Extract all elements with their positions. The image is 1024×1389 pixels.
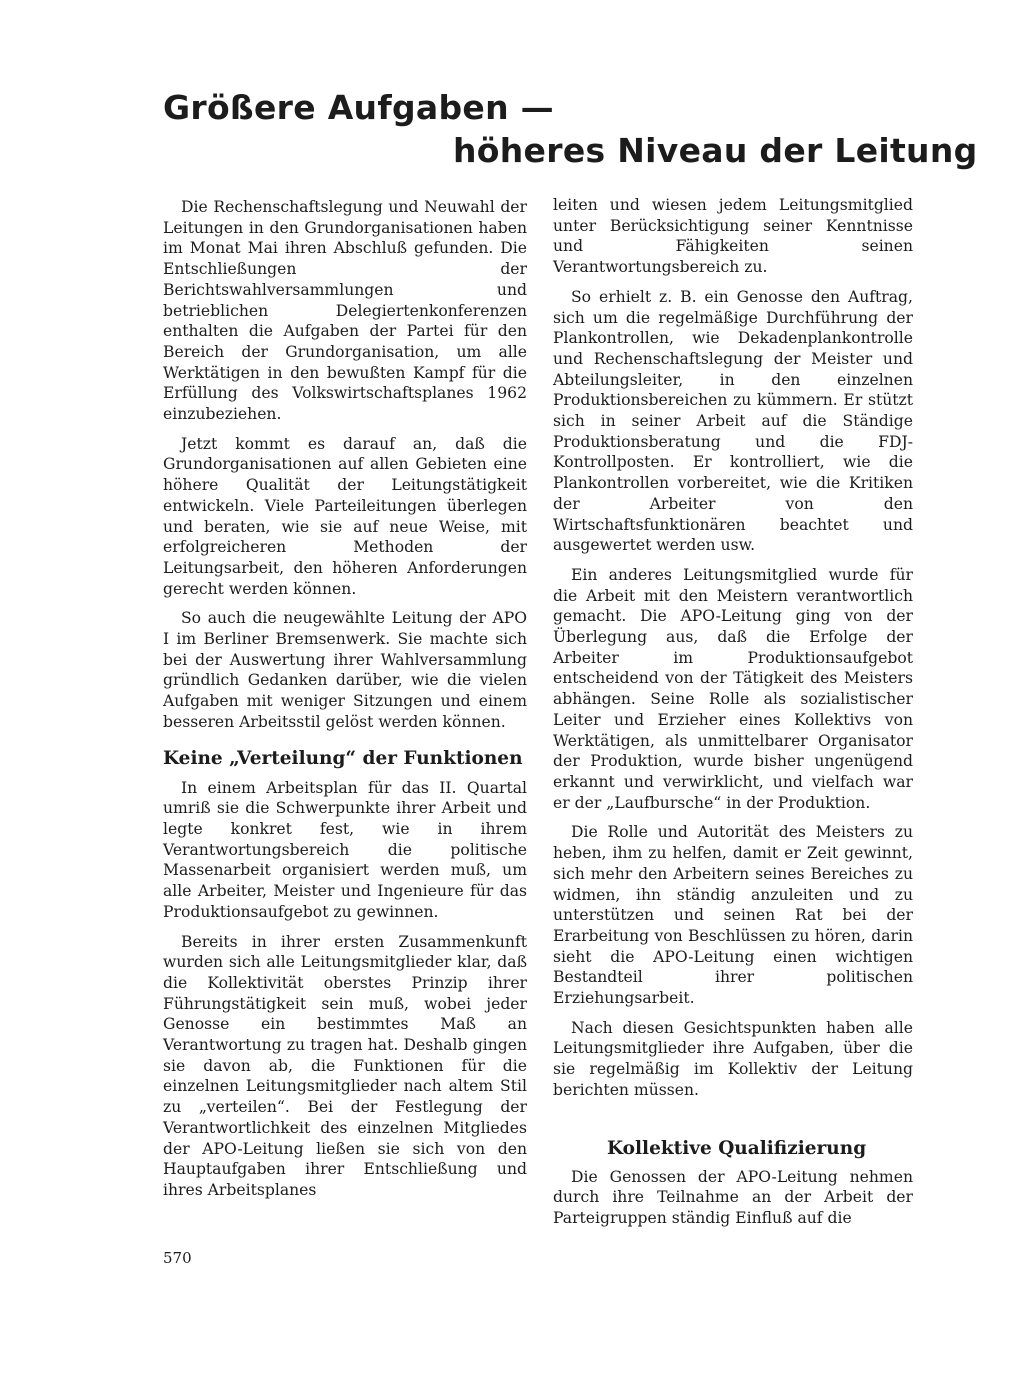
paragraph: In einem Arbeitsplan für das II. Quartal umriß sie die Schwerpunkte ihrer Arbeit und legte konkret fest, wie in ihrem Verantwortungsbereich die politische Massenarbeit organisiert werden muß, um alle Arbeiter, Meister und Ingenieure für das Produktionsaufgebot zu gewinnen. <box>163 778 527 921</box>
paragraph: Die Genossen der APO-Leitung nehmen durch ihre Teilnahme an der Arbeit der Parteigruppen ständig Einfluß auf die <box>553 1167 913 1227</box>
left-column <box>163 197 527 1210</box>
section-heading: Keine „Verteilung“ der Funktionen <box>163 747 523 769</box>
paragraph: Die Rolle und Autorität des Meisters zu heben, ihm zu helfen, damit er Zeit gewinnt, sich mehr den Arbeitern seines Bereiches zu widmen, ihn ständig anzuleiten und zu unterstützen und seinen Rat bei der Erarbeitung von Beschlüssen zu hören, darin sieht die APO-Leitung einen wichtigen Bestandteil ihrer politischen Erziehungsarbeit. <box>553 823 913 1008</box>
article-title-line-1: Größere Aufgaben — <box>163 88 554 127</box>
page-number: 570 <box>163 1249 192 1267</box>
section-heading: Kollektive Qualifizierung <box>607 1137 867 1159</box>
paragraph: So erhielt z. B. ein Genosse den Auftrag, sich um die regelmäßige Durchführung der Plankontrollen, wie Dekadenplankontrolle und Rechenschaftslegung der Meister und Abteilungsleiter, in den einzelnen Produktionsbereichen zu kümmern. Er stützt sich in seiner Arbeit auf die Ständige Produktionsberatung und die FDJ-Kontrollposten. Er kontrolliert, wie die Plankontrollen vorbereitet, wie die Kritiken der Arbeiter von den Wirtschaftsfunktionären beachtet und ausgewertet werden usw. <box>553 287 913 555</box>
article-title-line-2: höheres Niveau der Leitung <box>453 131 978 170</box>
right-column <box>553 195 913 1238</box>
paragraph: Bereits in ihrer ersten Zusammenkunft wurden sich alle Leitungsmitglieder klar, daß die Kollektivität oberstes Prinzip ihrer Führungstätigkeit sein muß, wobei jeder Genosse ein bestimmtes Maß an Verantwortung zu tragen hat. Deshalb gingen sie davon ab, die Funktionen für die einzelnen Leitungsmitglieder nach altem Stil zu „verteilen“. Bei der Festlegung der Verantwortlichkeit des einzelnen Mitgliedes der APO-Leitung ließen sie sich von den Hauptaufgaben ihrer Entschließung und ihres Arbeitsplanes <box>163 932 527 1199</box>
paragraph: leiten und wiesen jedem Leitungsmitglied unter Berücksichtigung seiner Kenntnisse und Fähigkeiten seinen Verantwortungsbereich zu. <box>553 196 913 277</box>
paragraph: Die Rechenschaftslegung und Neuwahl der Leitungen in den Grundorganisationen haben im Monat Mai ihren Abschluß gefunden. Die Entschließungen der Berichtswahlversammlungen und betrieblichen Delegiertenkonferenzen enthalten die Aufgaben der Partei für den Bereich der Grundorganisation, um alle Werktätigen in den bewußten Kampf für die Erfüllung des Volkswirtschaftsplanes 1962 einzubeziehen. <box>163 198 527 424</box>
paragraph: Jetzt kommt es darauf an, daß die Grundorganisationen auf allen Gebieten eine höhere Qualität der Leitungstätigkeit entwickeln. Viele Parteileitungen überlegen und beraten, wie sie auf neue Weise, mit erfolgreicheren Methoden der Leitungsarbeit, den höheren Anforderungen gerecht werden können. <box>163 434 527 598</box>
paragraph: So auch die neugewählte Leitung der APO I im Berliner Bremsenwerk. Sie machte sich bei der Auswertung ihrer Wahlversammlung gründlich Gedanken darüber, wie die vielen Aufgaben mit weniger Sitzungen und einem besseren Arbeitsstil gelöst werden können. <box>163 609 527 731</box>
paragraph: Nach diesen Gesichtspunkten haben alle Leitungsmitglieder ihre Aufgaben, über die sie regelmäßig im Kollektiv der Leitung berichten müssen. <box>553 1018 913 1099</box>
paragraph: Ein anderes Leitungsmitglied wurde für die Arbeit mit den Meistern verantwortlich gemacht. Die APO-Leitung ging von der Überlegung aus, daß die Erfolge der Arbeiter im Produktionsaufgebot entscheidend von der Tätigkeit des Meisters abhängen. Seine Rolle als sozialistischer Leiter und Erzieher eines Kollektivs von Werktätigen, als unmittelbarer Organisator der Produktion, wurde bisher ungenügend erkannt und verwirklicht, und vielfach war er der „Laufbursche“ in der Produktion. <box>553 565 913 812</box>
